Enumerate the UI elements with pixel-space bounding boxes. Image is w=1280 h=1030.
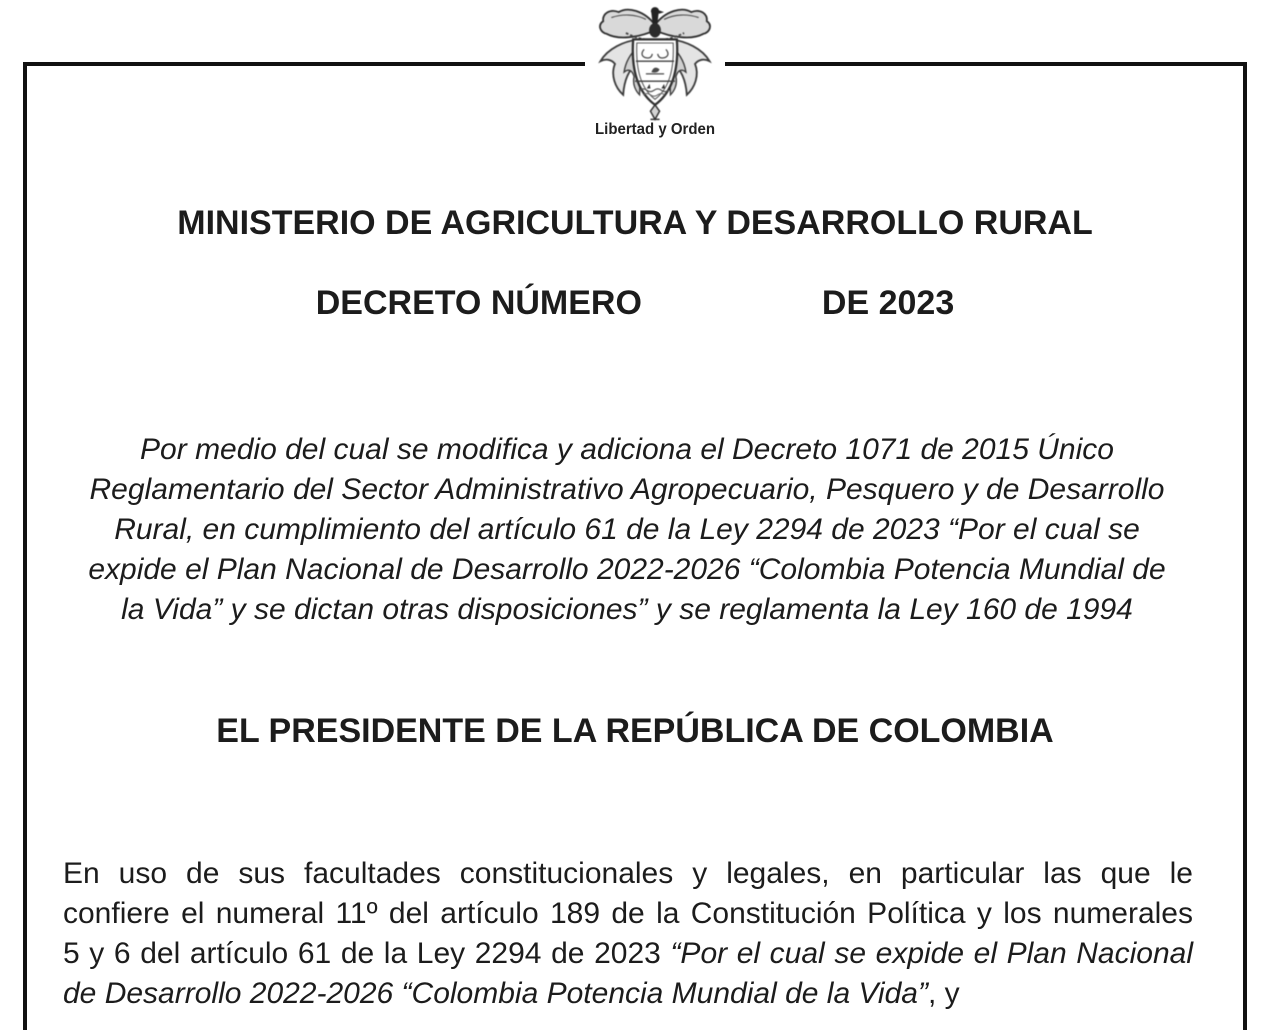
decree-year: DE 2023	[821, 284, 955, 322]
preamble-line: confiere el numeral 11º del artículo 189 de la Constitución Política y los numerales	[63, 897, 1193, 930]
preamble-line	[63, 974, 1193, 1014]
crest-motto: Libertad y Orden	[594, 120, 716, 139]
preamble-italic-citation: “Por el cual se expide el Plan Nacional	[670, 937, 1193, 970]
preamble-italic-citation: de Desarrollo 2022-2026 “Colombia Potencia Mundial de la Vida”	[63, 977, 928, 1010]
subject-line: expide el Plan Nacional de Desarrollo 2022-2026 “Colombia Potencia Mundial de	[88, 553, 1166, 586]
coat-of-arms	[585, 0, 725, 152]
president-heading: EL PRESIDENTE DE LA REPÚBLICA DE COLOMBIA	[216, 712, 1054, 750]
ministry-title: MINISTERIO DE AGRICULTURA Y DESARROLLO RURAL	[177, 204, 1093, 242]
subject-line: la Vida” y se dictan otras disposiciones” y se reglamenta la Ley 160 de 1994	[121, 593, 1133, 626]
subject-line: Reglamentario del Sector Administrativo Agropecuario, Pesquero y de Desarrollo	[89, 473, 1165, 506]
subject-line: Por medio del cual se modifica y adiciona el Decreto 1071 de 2015 Único	[140, 433, 1114, 466]
colombia-coat-of-arms-icon	[591, 3, 719, 123]
subject-line: Rural, en cumplimiento del artículo 61 de la Ley 2294 de 2023 “Por el cual se	[114, 513, 1140, 546]
decree-subject	[31, 430, 1223, 630]
preamble-regular-text: 5 y 6 del artículo 61 de la Ley 2294 de 2023	[63, 937, 671, 970]
decree-number-line	[31, 283, 1239, 323]
preamble-regular-text: , y	[927, 977, 960, 1010]
preamble-paragraph	[63, 854, 1193, 1014]
preamble-line: En uso de sus facultades constitucionales y legales, en particular las que le	[63, 857, 1193, 890]
preamble-line	[63, 934, 1193, 974]
decree-label: DECRETO NÚMERO	[315, 284, 642, 322]
